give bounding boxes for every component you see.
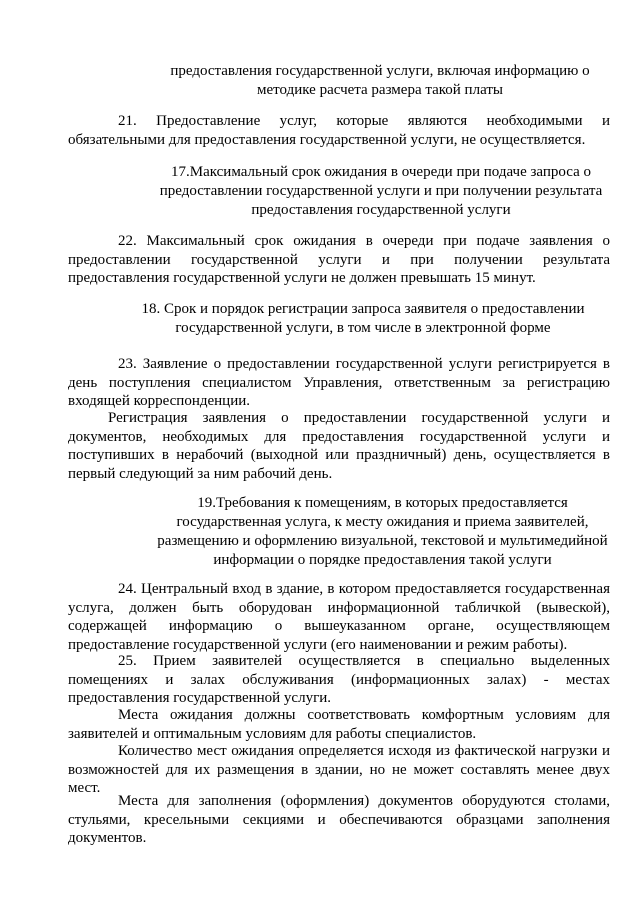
- section-18-heading: 18. Срок и порядок регистрации запроса заявителя о предоставлении государственной услуги, в том числе в электронной форме: [141, 301, 585, 336]
- paragraph-23-registration: Регистрация заявления о предоставлении государственной услуги и документов, необходимых для предоставления государственной услуги и поступивших в нерабочий (выходной или праздничный) день, осуществляется в первый следующий за ним рабочий день.: [68, 410, 610, 482]
- section-19-heading: 19.Требования к помещениям, в которых предоставляется государственная услуга, к месту ожидания и приема заявителей, размещению и оформлению визуальной, текстовой и мультимедийной информации о порядке предоставления такой услуги: [157, 495, 608, 568]
- paragraph-24: 24. Центральный вход в здание, в котором предоставляется государственная услуга, должен быть оборудован информационной табличкой (вывеской), содержащей информацию о вышеуказанном органе, осуществляющем предоставление государственной услуги (его наименовании и режим работы).: [68, 581, 610, 653]
- paragraph-22: 22. Максимальный срок ожидания в очереди при подаче заявления о предоставлении государственной услуги и при получении результата предоставления государственной услуги не должен превышать 15 минут.: [68, 233, 610, 286]
- paragraph-25-waiting-places: Места ожидания должны соответствовать комфортным условиям для заявителей и оптимальным условиям для работы специалистов.: [68, 707, 610, 742]
- section-17-heading: 17.Максимальный срок ожидания в очереди при подаче запроса о предоставлении государственной услуги и при получении результата предоставления государственной услуги: [159, 164, 603, 218]
- paragraph-23: 23. Заявление о предоставлении государственной услуги регистрируется в день поступления специалистом Управления, ответственным за регистрацию входящей корреспонденции.: [68, 356, 610, 409]
- intro-heading: предоставления государственной услуги, включая информацию о методике расчета размера такой платы: [170, 63, 590, 98]
- paragraph-25-filling-places: Места для заполнения (оформления) документов оборудуются столами, стульями, кресельными секциями и обеспечиваются образцами заполнения документов.: [68, 793, 610, 846]
- paragraph-21: 21. Предоставление услуг, которые являются необходимыми и обязательными для предоставления государственной услуги, не осуществляется.: [68, 113, 610, 148]
- paragraph-25: 25. Прием заявителей осуществляется в специально выделенных помещениях и залах обслуживания (информационных залах) - местах предоставления государственной услуги.: [68, 653, 610, 706]
- paragraph-25-number-of-places: Количество мест ожидания определяется исходя из фактической нагрузки и возможностей для их размещения в здании, но не может составлять менее двух мест.: [68, 743, 610, 796]
